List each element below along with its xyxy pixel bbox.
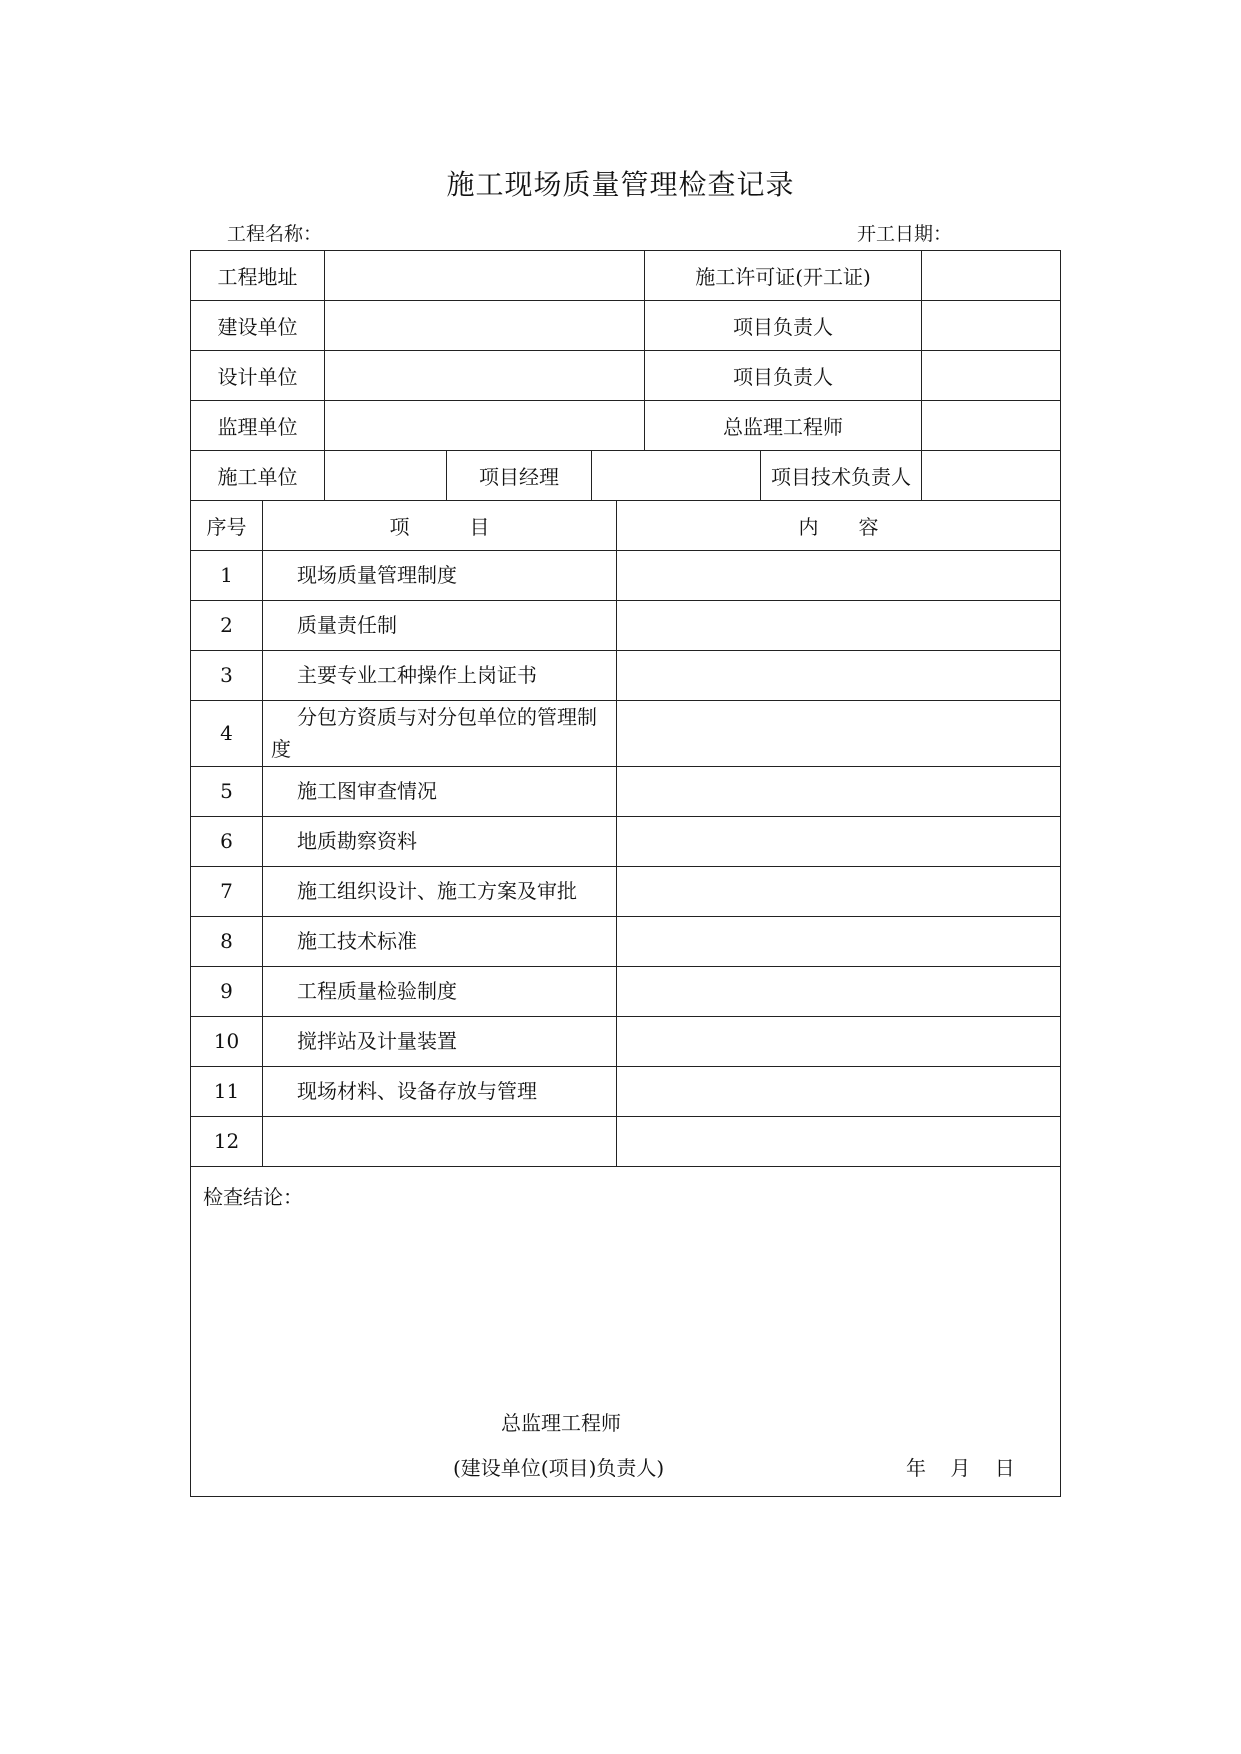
start-date-label: 开工日期：: [857, 223, 953, 245]
item-content[interactable]: [617, 816, 1061, 866]
page-title: 施工现场质量管理检查记录: [446, 168, 795, 201]
item-text: 搅拌站及计量装置: [263, 1016, 617, 1066]
item-content[interactable]: [617, 1066, 1061, 1116]
table-row: [191, 816, 1061, 866]
project-name-label: 工程名称：: [227, 223, 323, 245]
col-header-no: 序号: [191, 500, 263, 550]
item-no: 9: [191, 966, 263, 1016]
item-no: 12: [191, 1116, 263, 1166]
table-row: [191, 550, 1061, 600]
designer-manager-value[interactable]: [922, 351, 1061, 401]
col-header-content: 内 容: [617, 500, 1061, 550]
item-no: 8: [191, 916, 263, 966]
info-row: [191, 451, 1061, 501]
item-text: 现场材料、设备存放与管理: [263, 1066, 617, 1116]
designer-manager-label: 项目负责人: [645, 351, 922, 401]
item-text[interactable]: [263, 1116, 617, 1166]
info-row: [191, 351, 1061, 401]
signature-date-label: 年 月 日: [906, 1455, 1015, 1480]
table-row: [191, 1016, 1061, 1066]
builder-manager-label: 项目负责人: [645, 301, 922, 351]
table-row: [191, 600, 1061, 650]
project-manager-label: 项目经理: [447, 451, 592, 501]
info-row: [191, 401, 1061, 451]
signer-builder-manager: (建设单位(项目)负责人): [453, 1455, 665, 1480]
info-table: [190, 250, 1061, 501]
item-text: 质量责任制: [263, 600, 617, 650]
item-content[interactable]: [617, 866, 1061, 916]
table-row: [191, 916, 1061, 966]
item-content[interactable]: [617, 1016, 1061, 1066]
item-text: 地质勘察资料: [263, 816, 617, 866]
contractor-value[interactable]: [325, 451, 447, 501]
item-no: 1: [191, 550, 263, 600]
address-label: 工程地址: [191, 251, 325, 301]
supervisor-label: 监理单位: [191, 401, 325, 451]
item-no: 5: [191, 766, 263, 816]
tech-manager-value[interactable]: [922, 451, 1061, 501]
item-content[interactable]: [617, 600, 1061, 650]
project-manager-value[interactable]: [592, 451, 761, 501]
builder-value[interactable]: [325, 301, 645, 351]
item-content[interactable]: [617, 916, 1061, 966]
signer-chief-engineer: 总监理工程师: [501, 1410, 621, 1435]
item-no: 3: [191, 650, 263, 700]
item-text: 现场质量管理制度: [263, 550, 617, 600]
info-row: [191, 301, 1061, 351]
item-content[interactable]: [617, 650, 1061, 700]
chief-engineer-label: 总监理工程师: [645, 401, 922, 451]
items-header-row: [191, 500, 1061, 550]
builder-label: 建设单位: [191, 301, 325, 351]
item-content[interactable]: [617, 1116, 1061, 1166]
item-no: 11: [191, 1066, 263, 1116]
item-text: 主要专业工种操作上岗证书: [263, 650, 617, 700]
col-header-item: 项 目: [263, 500, 617, 550]
chief-engineer-value[interactable]: [922, 401, 1061, 451]
item-content[interactable]: [617, 550, 1061, 600]
items-table: [190, 500, 1061, 1497]
item-content[interactable]: [617, 700, 1061, 766]
item-content[interactable]: [617, 766, 1061, 816]
designer-label: 设计单位: [191, 351, 325, 401]
item-text: 分包方资质与对分包单位的管理制度: [263, 700, 617, 766]
item-text: 施工图审查情况: [263, 766, 617, 816]
conclusion-cell[interactable]: [191, 1166, 1061, 1496]
tech-manager-label: 项目技术负责人: [761, 451, 922, 501]
conclusion-label: 检查结论：: [203, 1184, 303, 1209]
item-text: 施工技术标准: [263, 916, 617, 966]
item-no: 7: [191, 866, 263, 916]
builder-manager-value[interactable]: [922, 301, 1061, 351]
item-text: 施工组织设计、施工方案及审批: [263, 866, 617, 916]
designer-value[interactable]: [325, 351, 645, 401]
address-value[interactable]: [325, 251, 645, 301]
item-no: 6: [191, 816, 263, 866]
permit-label: 施工许可证(开工证): [645, 251, 922, 301]
permit-value[interactable]: [922, 251, 1061, 301]
item-text: 工程质量检验制度: [263, 966, 617, 1016]
table-row: [191, 866, 1061, 916]
item-no: 2: [191, 600, 263, 650]
table-row: [191, 700, 1061, 766]
item-no: 4: [191, 700, 263, 766]
table-row: [191, 766, 1061, 816]
table-row: [191, 1116, 1061, 1166]
supervisor-value[interactable]: [325, 401, 645, 451]
contractor-label: 施工单位: [191, 451, 325, 501]
item-content[interactable]: [617, 966, 1061, 1016]
table-row: [191, 1066, 1061, 1116]
conclusion-row: [191, 1166, 1061, 1496]
info-row: [191, 251, 1061, 301]
item-no: 10: [191, 1016, 263, 1066]
inspection-form: [190, 250, 1060, 1497]
table-row: [191, 650, 1061, 700]
table-row: [191, 966, 1061, 1016]
